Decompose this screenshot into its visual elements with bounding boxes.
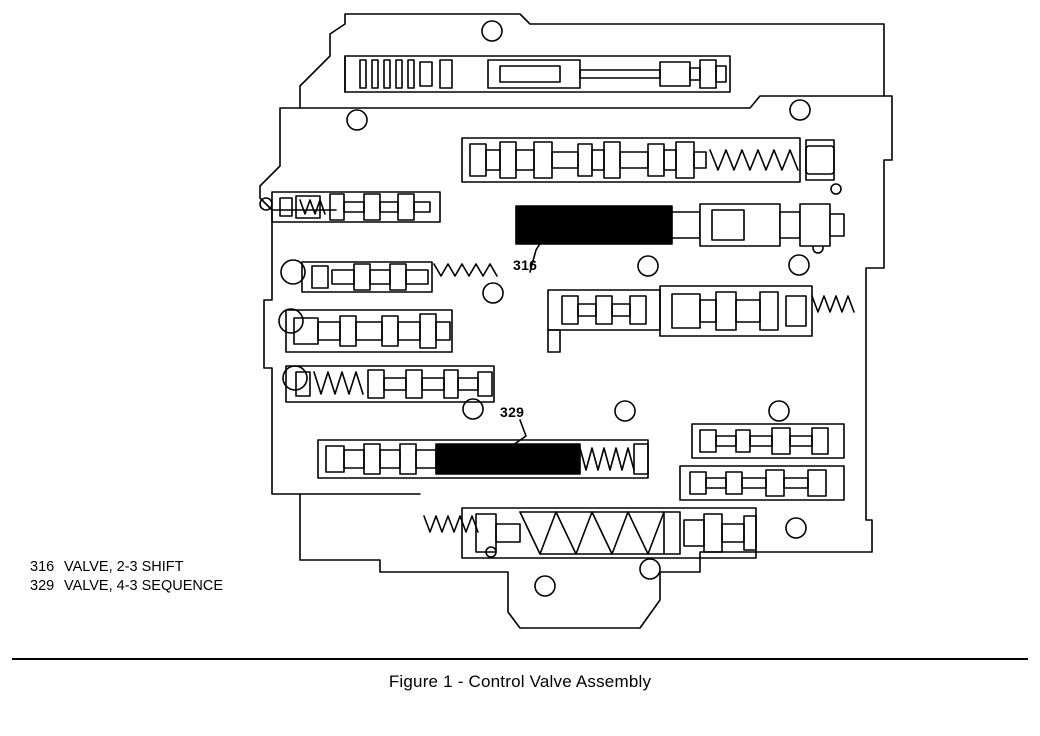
callout-label-316: 316 [513,257,538,273]
valve-bore-left-2 [302,262,497,292]
valve-bore-left-4 [286,366,494,402]
valve-bore-left-1 [272,192,440,222]
legend-item-description: VALVE, 4-3 SEQUENCE [64,578,224,594]
figure-legend [30,558,223,596]
legend-item-description: VALVE, 2-3 SHIFT [64,559,184,575]
figure-divider-rule [12,658,1028,660]
body-inner-edge-top [300,96,884,108]
legend-item-number: 316 [30,559,55,575]
figure-caption: Figure 1 - Control Valve Assembly [388,672,652,691]
valve-bore-top [345,56,730,92]
valve-bore-left-3 [286,310,452,352]
valve-bore-bottom [424,508,756,558]
valve-316-highlight [516,204,844,246]
legend-item [30,558,223,577]
callout-label-329: 329 [500,404,525,420]
valve-bore-329 [318,440,648,478]
valve-bore-right-lower-2 [680,466,844,500]
legend-item-number: 329 [30,578,55,594]
valve-bore-2 [462,138,834,182]
valve-bore-right-mid [548,286,854,352]
valve-body-outline [260,14,892,628]
valve-bore-right-lower-1 [692,424,844,458]
legend-item [30,577,223,596]
